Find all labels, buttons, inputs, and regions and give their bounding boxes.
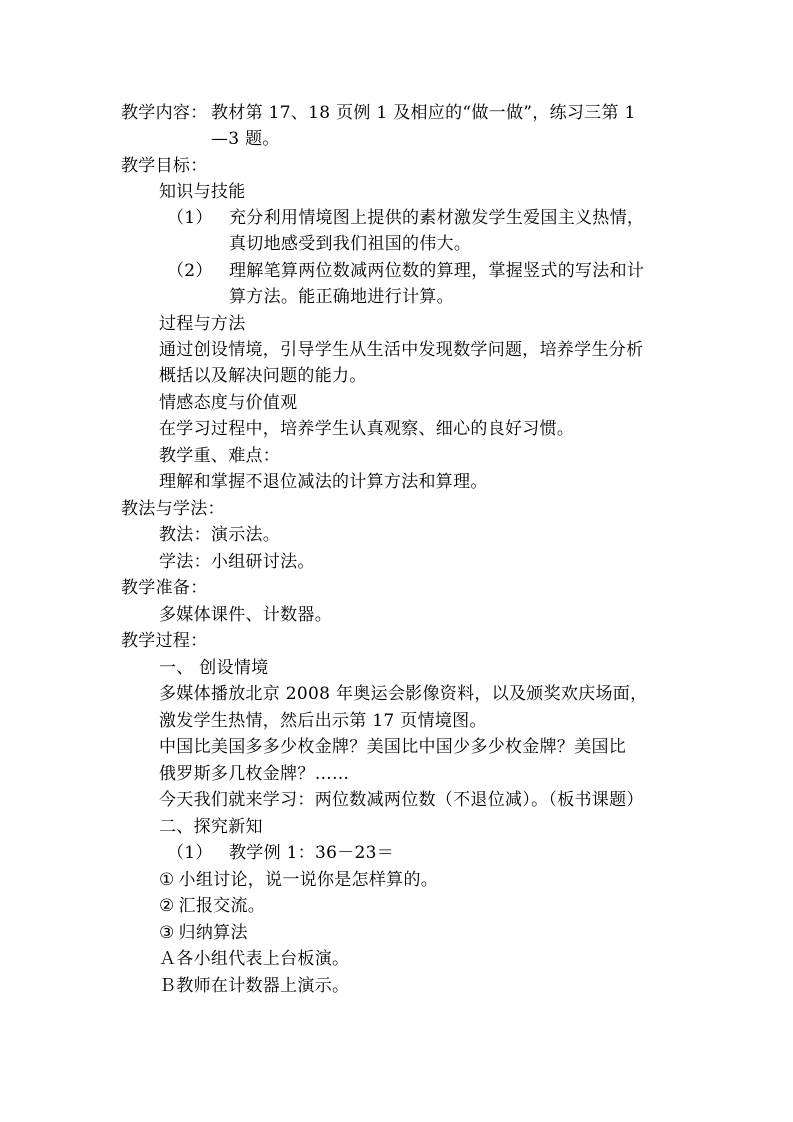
learn-method: 学法：小组研讨法。	[159, 552, 315, 572]
process-line-2: 概括以及解决问题的能力。	[159, 366, 367, 386]
knowledge-title: 知识与技能	[159, 182, 246, 202]
item1-line-2: 真切地感受到我们祖国的伟大。	[229, 234, 472, 254]
bullet-3-text: 归纳算法	[178, 923, 248, 943]
example-number: （1）	[167, 843, 213, 863]
content-text-line-1: 教材第 17、18 页例 1 及相应的“做一做”，练习三第 1	[211, 103, 636, 123]
item2-number: （2）	[167, 261, 213, 281]
content-label: 教学内容：	[121, 103, 208, 123]
circled-one-icon: ①	[159, 870, 175, 890]
process-line-1: 通过创设情境，引导学生从生活中发现数学问题，培养学生分析	[159, 340, 644, 360]
item1-line-1: 充分利用情境图上提供的素材激发学生爱国主义热情，	[229, 208, 645, 228]
teach-method: 教法：演示法。	[159, 525, 281, 545]
step1-line-1: 多媒体播放北京 2008 年奥运会影像资料，以及颁奖欢庆场面，	[159, 684, 648, 704]
example-text: 教学例 1：36－23＝	[229, 843, 395, 863]
emotion-title: 情感态度与价值观	[159, 393, 298, 413]
step1-title: 一、 创设情境	[159, 658, 269, 678]
key-points-title: 教学重、难点：	[159, 446, 281, 466]
step1-line-4: 俄罗斯多几枚金牌？……	[159, 764, 350, 784]
bullet-3	[159, 920, 248, 946]
sub-item-a: Ａ各小组代表上台板演。	[159, 949, 350, 969]
bullet-2	[159, 893, 265, 919]
circled-two-icon: ②	[159, 896, 175, 916]
procedure-label: 教学过程：	[121, 631, 208, 651]
process-title: 过程与方法	[159, 314, 246, 334]
content-text-line-2: —3 题。	[211, 129, 280, 149]
step1-line-3: 中国比美国多多少枚金牌？美国比中国少多少枚金牌？美国比	[159, 737, 627, 757]
emotion-line: 在学习过程中，培养学生认真观察、细心的良好习惯。	[159, 419, 575, 439]
item2-line-1: 理解笔算两位数减两位数的算理，掌握竖式的写法和计	[229, 261, 645, 281]
bullet-1-text: 小组讨论，说一说你是怎样算的。	[178, 870, 439, 890]
sub-item-b: Ｂ教师在计数器上演示。	[159, 976, 350, 996]
prep-label: 教学准备：	[121, 578, 208, 598]
step1-line-5: 今天我们就来学习：两位数减两位数（不退位减）。（板书课题）	[159, 790, 644, 810]
step1-line-2: 激发学生热情，然后出示第 17 页情境图。	[159, 711, 487, 731]
bullet-2-text: 汇报交流。	[178, 896, 266, 916]
key-points-line: 理解和掌握不退位减法的计算方法和算理。	[159, 472, 488, 492]
step2-title: 二、探究新知	[159, 817, 263, 837]
circled-three-icon: ③	[159, 923, 175, 943]
method-label: 教法与学法：	[121, 499, 225, 519]
bullet-1	[159, 867, 438, 893]
objectives-label: 教学目标：	[121, 156, 208, 176]
item1-number: （1）	[167, 208, 213, 228]
item2-line-2: 算方法。能正确地进行计算。	[229, 287, 454, 307]
prep-line: 多媒体课件、计数器。	[159, 605, 332, 625]
